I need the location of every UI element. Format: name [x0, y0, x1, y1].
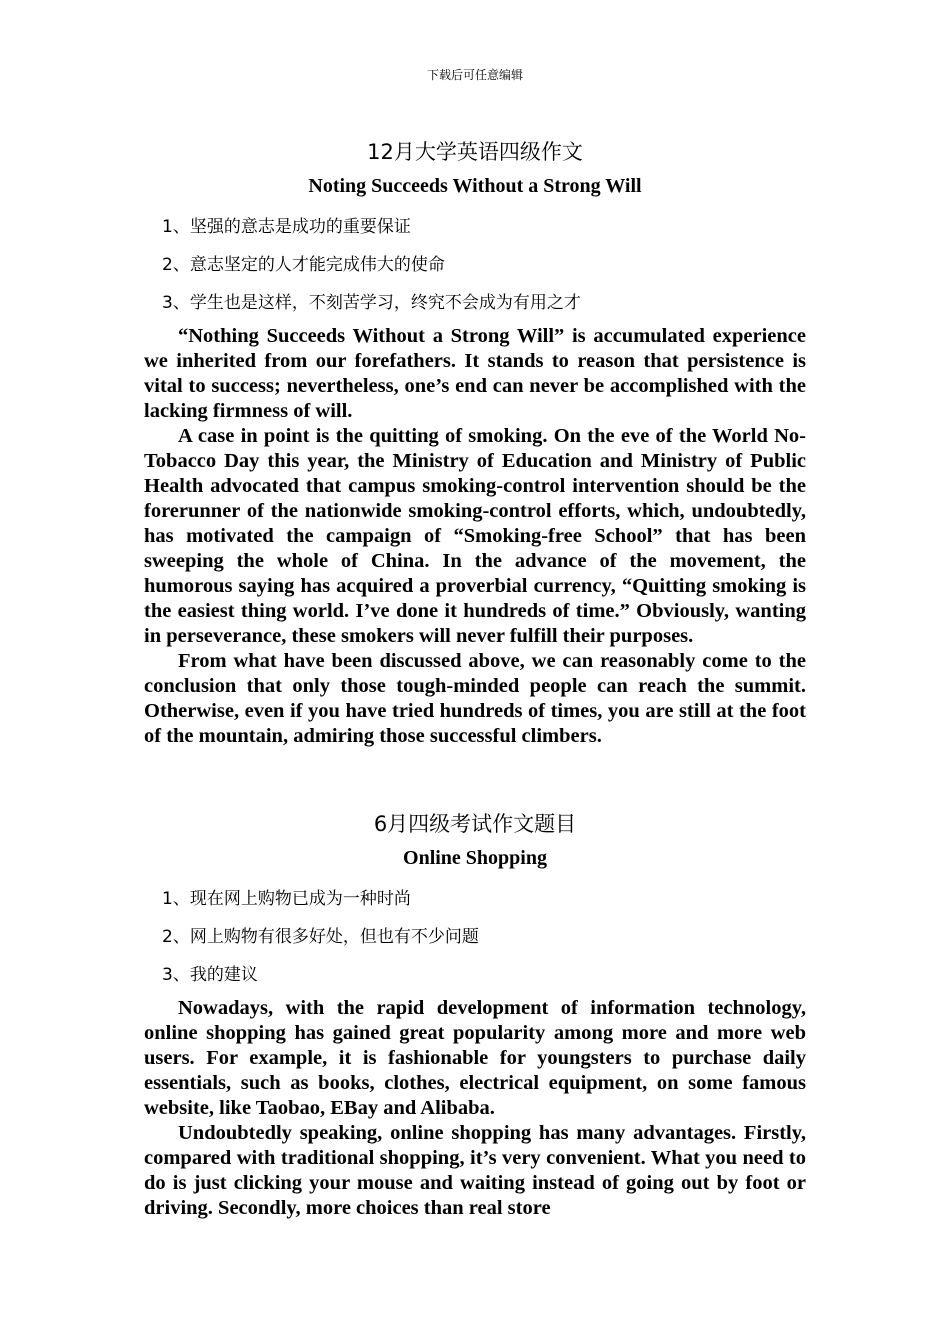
essay-paragraph: Nowadays, with the rapid development of information technology, online shopping has gained great popularity among more and more web users. For example, it is fashionable for youngsters to purchase daily essentials, such as books, clothes, electrical equipment, on some famous website, like Taobao, EBay and Alibaba. — [144, 997, 806, 1119]
page-header-note: 下载后可任意编辑 — [426, 68, 523, 82]
section-1-outline-item-2: 2、意志坚定的人才能完成伟大的使命 — [162, 255, 445, 275]
section-1-essay — [144, 324, 806, 749]
section-2-outline-item-1: 1、现在网上购物已成为一种时尚 — [162, 889, 411, 909]
section-1-outline-item-1: 1、坚强的意志是成功的重要保证 — [162, 217, 411, 237]
essay-paragraph: A case in point is the quitting of smoking. On the eve of the World No-Tobacco Day this year, the Ministry of Education and Ministry of Public Health advocated that campus smoking-control intervention should be the forerunner of the nationwide smoking-control efforts, which, undoubtedly, has motivated the campaign of “Smoking-free School” that has been sweeping the whole of China. In the advance of the movement, the humorous saying has acquired a proverbial currency, “Quitting smoking is the easiest thing world. I’ve done it hundreds of time.” Obviously, wanting in perseverance, these smokers will never fulfill their purposes. — [144, 425, 806, 647]
section-1-english-title: Noting Succeeds Without a Strong Will — [308, 175, 642, 197]
section-2-outline-item-2: 2、网上购物有很多好处，但也有不少问题 — [162, 927, 479, 947]
section-1-outline-item-3: 3、学生也是这样，不刻苦学习，终究不会成为有用之才 — [162, 293, 581, 313]
section-2-essay — [144, 996, 806, 1221]
essay-paragraph: From what have been discussed above, we can reasonably come to the conclusion that only those tough-minded people can reach the summit. Otherwise, even if you have tried hundreds of times, you are still at the foot of the mountain, admiring those successful climbers. — [144, 650, 806, 747]
section-2-english-title: Online Shopping — [403, 847, 547, 869]
section-1-chinese-title: 12月大学英语四级作文 — [367, 140, 583, 164]
essay-paragraph: “Nothing Succeeds Without a Strong Will” is accumulated experience we inherited from our forefathers. It stands to reason that persistence is vital to success; nevertheless, one’s end can never be accomplished with the lacking firmness of will. — [144, 325, 806, 422]
section-2-chinese-title: 6月四级考试作文题目 — [373, 812, 577, 836]
section-2-outline-item-3: 3、我的建议 — [162, 965, 258, 985]
essay-paragraph: Undoubtedly speaking, online shopping has many advantages. Firstly, compared with traditional shopping, it’s very convenient. What you need to do is just clicking your mouse and waiting instead of going out by foot or driving. Secondly, more choices than real store — [144, 1122, 806, 1219]
